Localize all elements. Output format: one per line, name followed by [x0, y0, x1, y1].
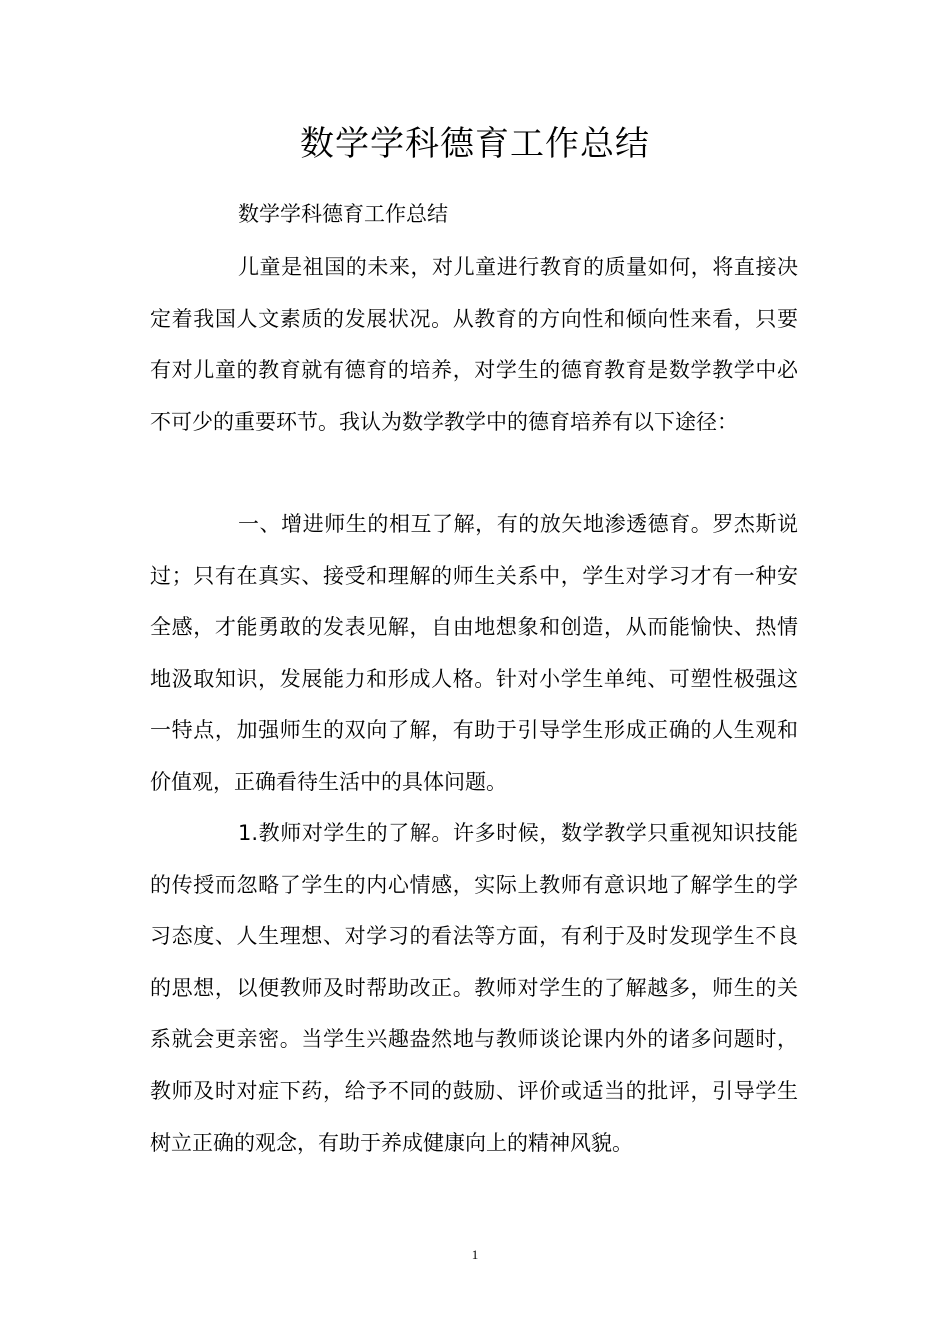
paragraph-item-one: 1.教师对学生的了解。许多时候，数学教学只重视知识技能的传授而忽略了学生的内心情感，实际上教师有意识地了解学生的学习态度、人生理想、对学习的看法等方面，有利于及时发现学生不良的思想，以便教师及时帮助改正。教师对学生的了解越多，师生的关系就会更亲密。当学生兴趣盎然地与教师谈论课内外的诸多问题时，教师及时对症下药，给予不同的鼓励、评价或适当的批评，引导学生树立正确的观念，有助于养成健康向上的精神风貌。	[150, 821, 798, 1155]
paragraph-section-one: 一、增进师生的相互了解，有的放矢地渗透德育。罗杰斯说过；只有在真实、接受和理解的师生关系中，学生对学习才有一种安全感，才能勇敢的发表见解，自由地想象和创造，从而能愉快、热情地汲取知识，发展能力和形成人格。针对小学生单纯、可塑性极强这一特点，加强师生的双向了解，有助于引导学生形成正确的人生观和价值观，正确看待生活中的具体问题。	[150, 512, 798, 794]
paragraph-intro: 儿童是祖国的未来，对儿童进行教育的质量如何，将直接决定着我国人文素质的发展状况。从教育的方向性和倾向性来看，只要有对儿童的教育就有德育的培养，对学生的德育教育是数学教学中必不可少的重要环节。我认为数学教学中的德育培养有以下途径：	[150, 255, 798, 434]
page-number: 1	[471, 1247, 479, 1262]
document-subtitle: 数学学科德育工作总结	[238, 202, 448, 226]
document-title: 数学学科德育工作总结	[300, 124, 650, 164]
